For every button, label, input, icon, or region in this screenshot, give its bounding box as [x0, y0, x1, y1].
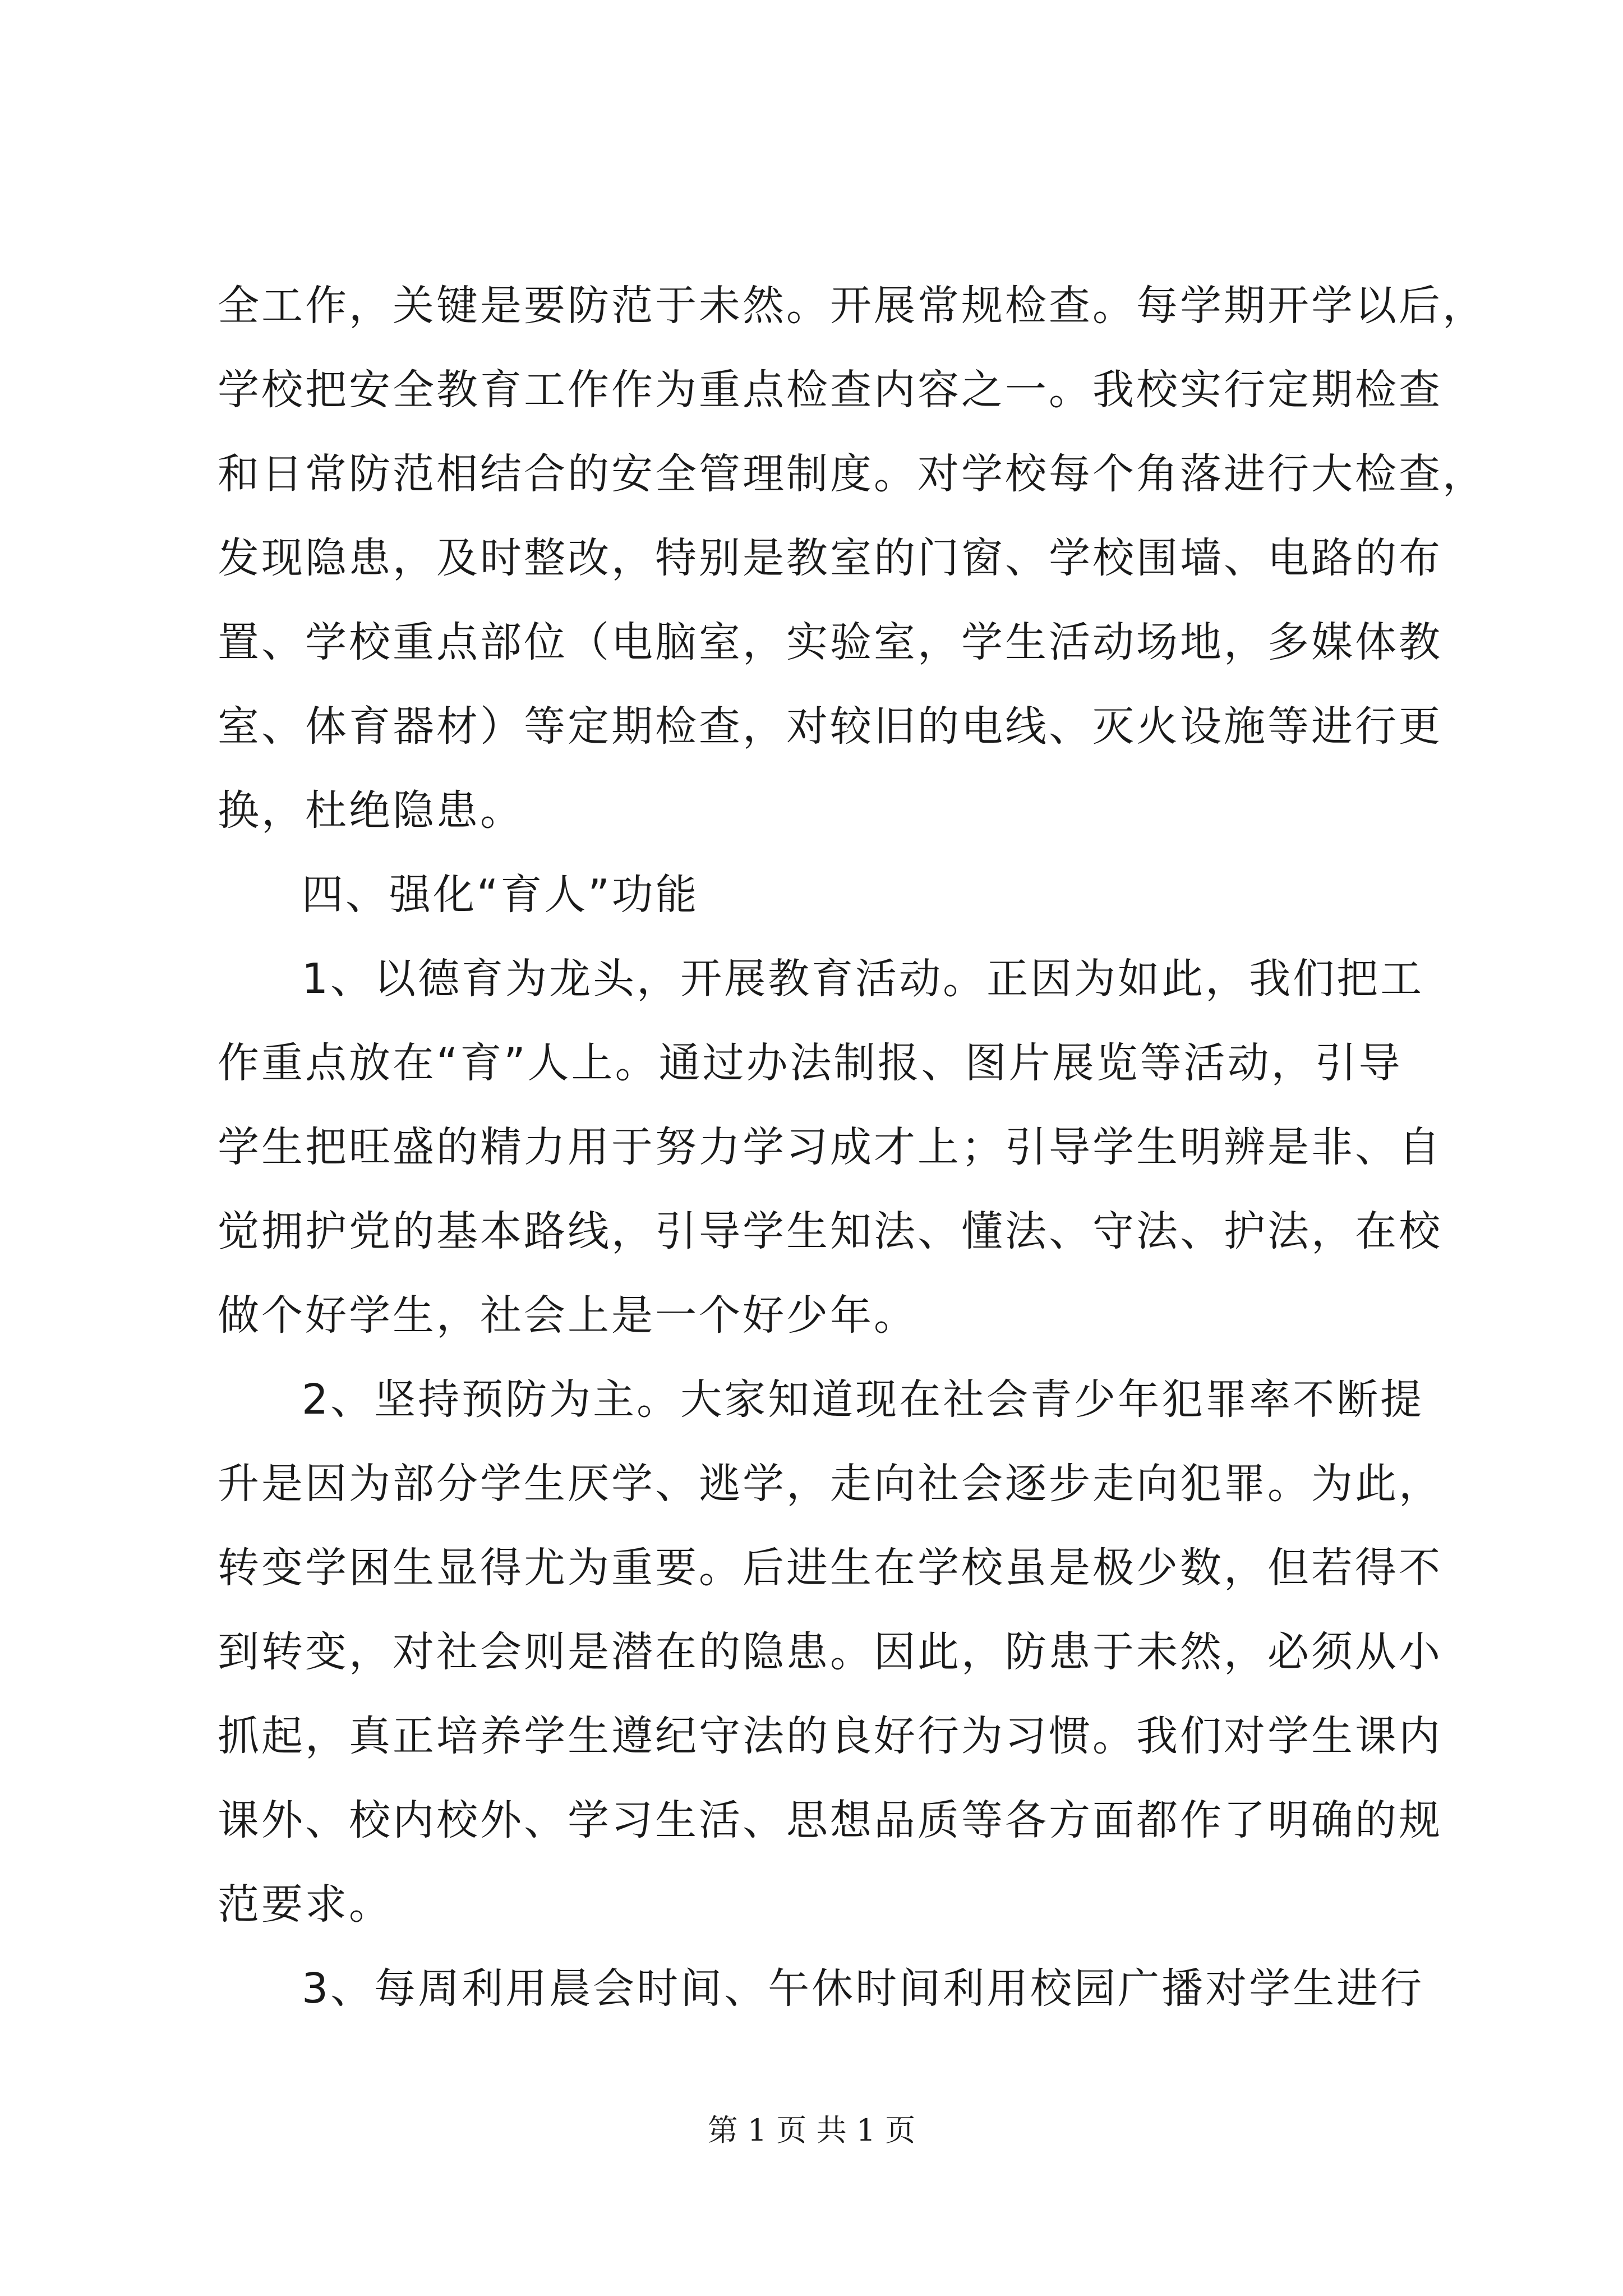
body-line: 抓起，真正培养学生遵纪守法的良好行为习惯。我们对学生课内	[218, 1712, 1442, 1760]
body-line: 课外、校内校外、学习生活、思想品质等各方面都作了明确的规	[218, 1796, 1442, 1844]
body-line: 和日常防范相结合的安全管理制度。对学校每个角落进行大检查，	[218, 450, 1486, 498]
body-line: 升是因为部分学生厌学、逃学，走向社会逐步走向犯罪。为此，	[218, 1460, 1442, 1508]
body-line: 范要求。	[218, 1880, 393, 1929]
body-line: 觉拥护党的基本路线，引导学生知法、懂法、守法、护法，在校	[218, 1207, 1442, 1255]
paragraph-start-line: 1、以德育为龙头，开展教育活动。正因为如此，我们把工	[302, 955, 1424, 1003]
paragraph-start-line: 2、坚持预防为主。大家知道现在社会青少年犯罪率不断提	[302, 1375, 1424, 1424]
section-heading: 四、强化“育人”功能	[302, 871, 699, 919]
page-footer: 第 1 页 共 1 页	[707, 2113, 916, 2148]
body-line: 到转变，对社会则是潜在的隐患。因此，防患于未然，必须从小	[218, 1628, 1442, 1676]
paragraph-start-line: 3、每周利用晨会时间、午休时间利用校园广播对学生进行	[302, 1964, 1424, 2013]
body-line: 学生把旺盛的精力用于努力学习成才上；引导学生明辨是非、自	[218, 1123, 1442, 1171]
body-line: 置、学校重点部位（电脑室，实验室，学生活动场地，多媒体教	[218, 618, 1442, 666]
body-line: 作重点放在“育”人上。通过办法制报、图片展览等活动，引导	[218, 1039, 1403, 1087]
body-line: 室、体育器材）等定期检查，对较旧的电线、灭火设施等进行更	[218, 702, 1442, 751]
document-body	[218, 264, 1486, 2031]
body-line: 转变学困生显得尤为重要。后进生在学校虽是极少数，但若得不	[218, 1544, 1442, 1592]
body-line: 做个好学生，社会上是一个好少年。	[218, 1291, 917, 1340]
body-line: 全工作，关键是要防范于未然。开展常规检查。每学期开学以后，	[218, 282, 1486, 330]
body-line: 发现隐患，及时整改，特别是教室的门窗、学校围墙、电路的布	[218, 534, 1442, 582]
body-line: 学校把安全教育工作作为重点检查内容之一。我校实行定期检查	[218, 366, 1442, 414]
body-line: 换，杜绝隐患。	[218, 786, 524, 835]
